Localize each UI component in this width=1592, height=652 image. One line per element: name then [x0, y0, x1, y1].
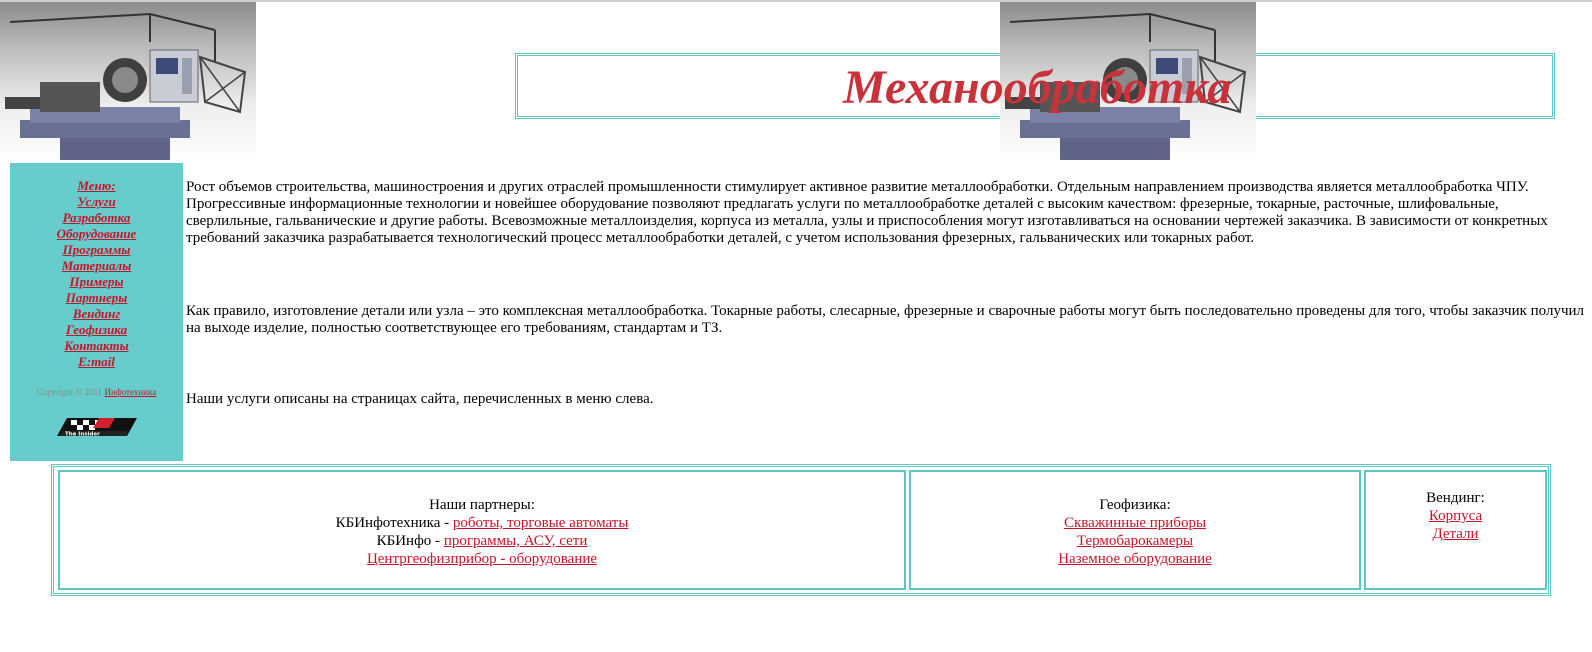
- partner-row-kbinfo: [60, 532, 904, 550]
- partner-link-programs[interactable]: программы, АСУ, сети: [443, 533, 588, 549]
- partners-cell: [58, 470, 906, 590]
- the-insider-logo-text: The Insider: [65, 431, 100, 438]
- vending-heading: Вендинг:: [1426, 490, 1485, 506]
- geophysics-link-borehole[interactable]: Скважинные приборы: [1063, 515, 1207, 531]
- copyright-link[interactable]: Инфотехника: [104, 387, 157, 397]
- menu-item-equipment[interactable]: Оборудование: [56, 226, 137, 241]
- geophysics-link-ground[interactable]: Наземное оборудование: [1058, 551, 1212, 567]
- geophysics-heading: Геофизика:: [1099, 497, 1171, 513]
- menu-item-examples[interactable]: Примеры: [69, 274, 124, 289]
- partners-heading: Наши партнеры:: [429, 497, 535, 513]
- menu-item-contacts[interactable]: Контакты: [64, 338, 129, 353]
- menu-item-development[interactable]: Разработка: [62, 210, 131, 225]
- partners-table: [51, 464, 1551, 596]
- vending-cell: [1364, 470, 1547, 590]
- menu-item-materials[interactable]: Материалы: [61, 258, 132, 273]
- partner-link-robots[interactable]: роботы, торговые автоматы: [452, 515, 629, 531]
- menu-item-partners[interactable]: Партнеры: [65, 290, 128, 305]
- partner-row-kbinfotech: [60, 514, 904, 532]
- copyright: [10, 387, 183, 397]
- menu-item-geophysics[interactable]: Геофизика: [65, 322, 128, 337]
- paragraph-intro: Рост объемов строительства, машиностроения и других отраслей промышленности стимулирует активное развитие металлообработки. Отдельным направлением производства является металлообработка ЧПУ. Прогрессивные информационные технологии и новейшее оборудование позволяют предлагать услуги по металлообработке деталей с высоким качеством: фрезерные, токарные, расточные, шлифовальные, сверлильные, гальванические и другие работы. Всевозможные металлоизделия, корпуса из металла, узлы и приспособления могут изготавливаться на основании чертежей заказчика. В зависимости от конкретных требований заказчика разрабатывается технологический процесс металлообработки деталей, с учетом использования фрезерных, гальванических или токарных работ.: [186, 179, 1548, 246]
- page-title: Механообработка: [843, 61, 1232, 114]
- partner-name-kbinfotech: КБИнфотехника -: [335, 515, 453, 531]
- sidebar-menu: [10, 163, 183, 461]
- the-insider-logo[interactable]: [53, 414, 141, 440]
- geophysics-link-thermobaro[interactable]: Термобарокамеры: [1076, 533, 1194, 549]
- partner-link-centrgeo[interactable]: Центргеофизприбор - оборудование: [366, 551, 598, 567]
- paragraph-complex: Как правило, изготовление детали или узла – это комплексная металлообработка. Токарные работы, слесарные, фрезерные и сварочные работы могут быть последовательно проведены для того, чтобы заказчик получил на выходе изделие, полностью соответствующее его требованиям, стандартам и ТЗ.: [186, 303, 1585, 336]
- partner-name-kbinfo: КБИнфо -: [376, 533, 444, 549]
- paragraph-services: Наши услуги описаны на страницах сайта, перечисленных в меню слева.: [186, 391, 654, 407]
- vending-link-parts[interactable]: Детали: [1432, 526, 1479, 542]
- menu-item-vending[interactable]: Вендинг: [72, 306, 121, 321]
- menu-list: [10, 178, 183, 370]
- vending-link-cases[interactable]: Корпуса: [1428, 508, 1483, 524]
- menu-item-services[interactable]: Услуги: [77, 194, 116, 209]
- partner-row-centrgeo: [60, 550, 904, 568]
- menu-item-email[interactable]: E:mail: [78, 354, 115, 369]
- menu-item-programs[interactable]: Программы: [62, 242, 131, 257]
- cnc-machine-image-left: [0, 2, 256, 162]
- copyright-text: Copyright © 2011: [36, 387, 103, 397]
- geophysics-cell: [909, 470, 1361, 590]
- menu-item-menu[interactable]: Меню:: [77, 178, 116, 193]
